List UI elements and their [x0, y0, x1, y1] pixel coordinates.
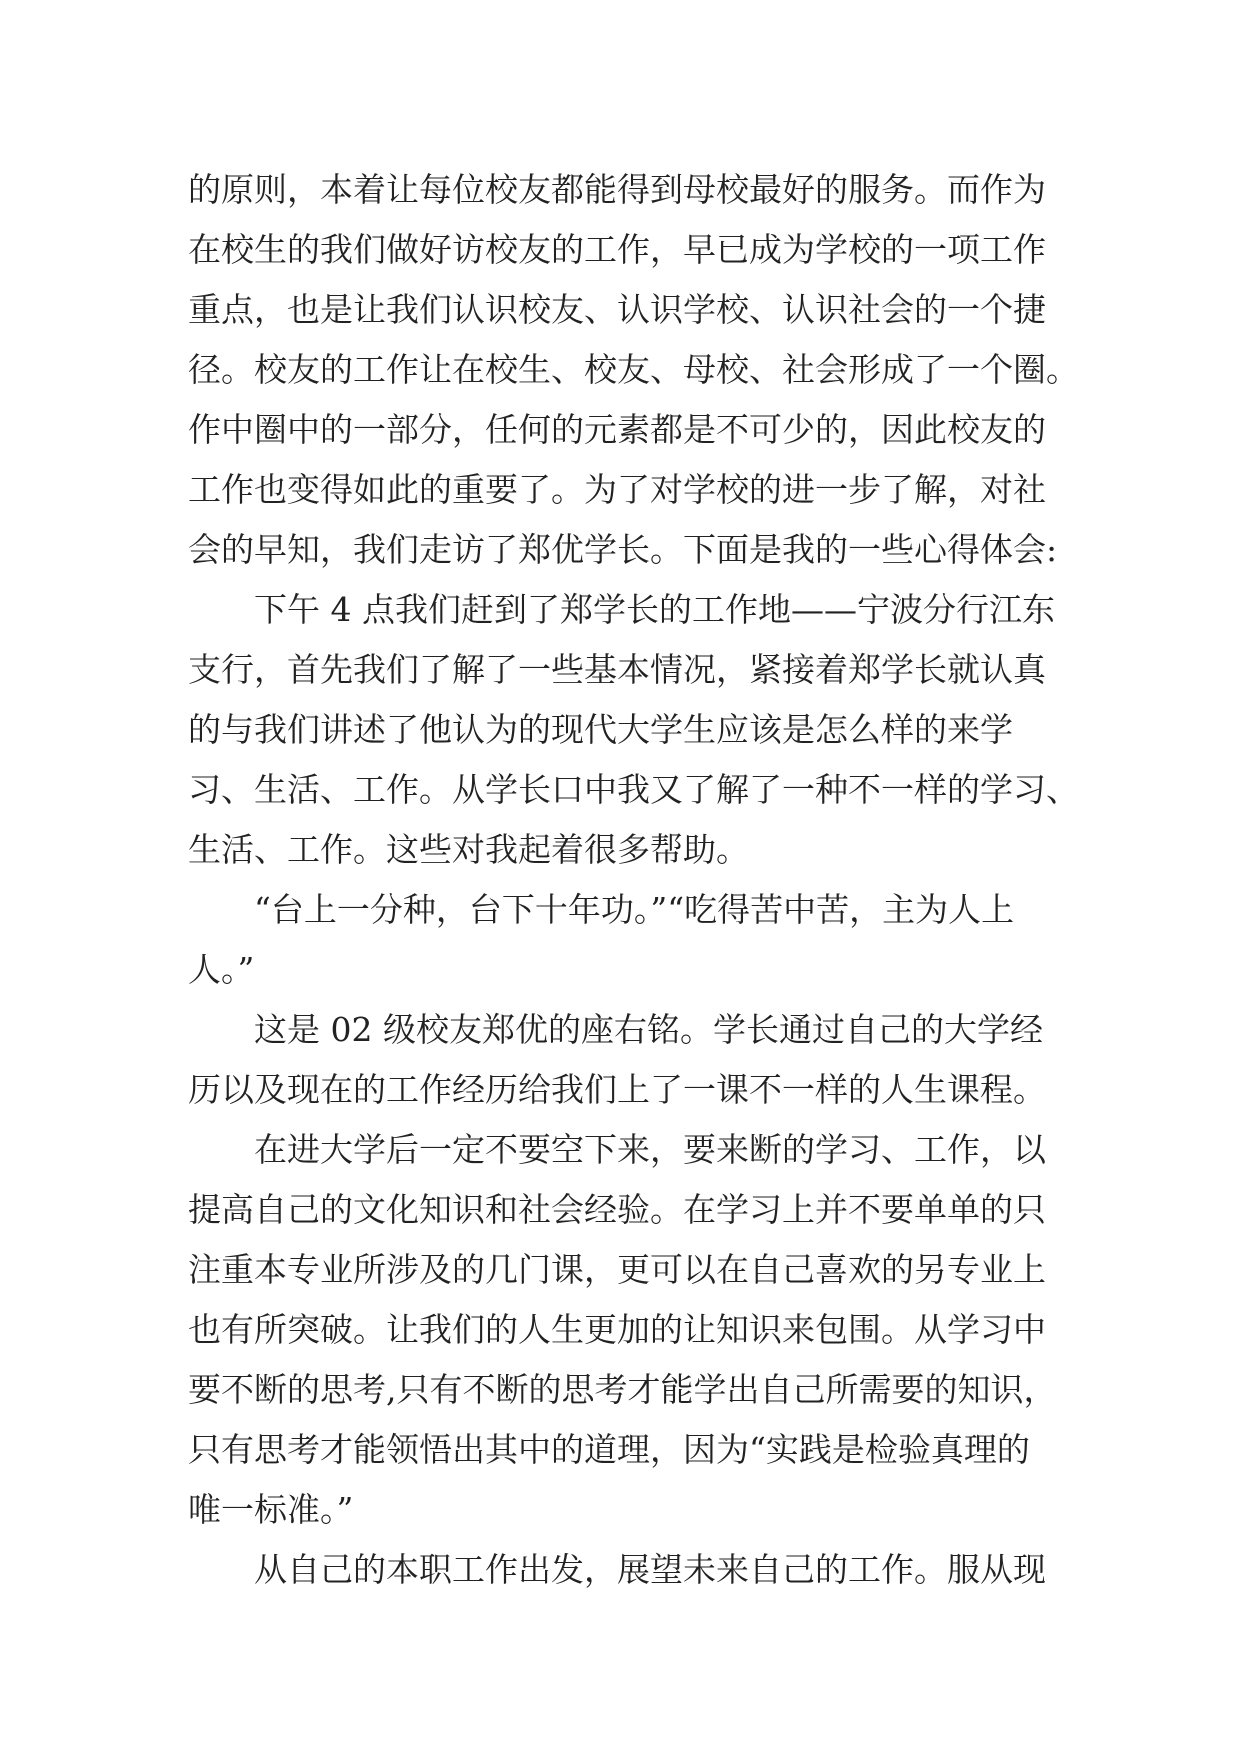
text-line: 在进大学后一定不要空下来，要来断的学习、工作，以 — [188, 1130, 1046, 1169]
text-line: 唯一标准。” — [188, 1490, 354, 1529]
text-line: 生活、工作。这些对我起着很多帮助。 — [188, 830, 749, 869]
text-line: 注重本专业所涉及的几门课，更可以在自己喜欢的另专业上 — [188, 1250, 1046, 1289]
body-text — [188, 160, 1079, 1600]
text-line: 的与我们讲述了他认为的现代大学生应该是怎么样的来学 — [188, 710, 1013, 749]
text-line: 人。” — [188, 950, 255, 989]
text-line: 只有思考才能领悟出其中的道理，因为“实践是检验真理的 — [188, 1430, 1030, 1469]
text-line: 的原则，本着让每位校友都能得到母校最好的服务。而作为 — [188, 170, 1046, 209]
text-line: “台上一分种，台下十年功。”“吃得苦中苦，主为人上 — [188, 890, 1015, 929]
text-line: 从自己的本职工作出发，展望未来自己的工作。服从现 — [188, 1550, 1046, 1589]
text-line: 在校生的我们做好访校友的工作，早已成为学校的一项工作 — [188, 230, 1046, 269]
text-line: 会的早知，我们走访了郑优学长。下面是我的一些心得体会: — [188, 530, 1058, 569]
text-line: 径。校友的工作让在校生、校友、母校、社会形成了一个圈。 — [188, 350, 1079, 389]
text-line: 也有所突破。让我们的人生更加的让知识来包围。从学习中 — [188, 1310, 1046, 1349]
text-line: 重点，也是让我们认识校友、认识学校、认识社会的一个捷 — [188, 290, 1046, 329]
text-line: 下午 4 点我们赶到了郑学长的工作地——宁波分行江东 — [188, 590, 1055, 629]
text-line: 要不断的思考,只有不断的思考才能学出自己所需要的知识， — [188, 1370, 1057, 1409]
text-line: 历以及现在的工作经历给我们上了一课不一样的人生课程。 — [188, 1070, 1046, 1109]
text-line: 作中圈中的一部分，任何的元素都是不可少的，因此校友的 — [188, 410, 1046, 449]
text-line: 习、生活、工作。从学长口中我又了解了一种不一样的学习、 — [188, 770, 1079, 809]
text-line: 工作也变得如此的重要了。为了对学校的进一步了解，对社 — [188, 470, 1046, 509]
text-line: 这是 02 级校友郑优的座右铭。学长通过自己的大学经 — [188, 1010, 1043, 1049]
text-line: 提高自己的文化知识和社会经验。在学习上并不要单单的只 — [188, 1190, 1046, 1229]
text-line: 支行，首先我们了解了一些基本情况，紧接着郑学长就认真 — [188, 650, 1046, 689]
